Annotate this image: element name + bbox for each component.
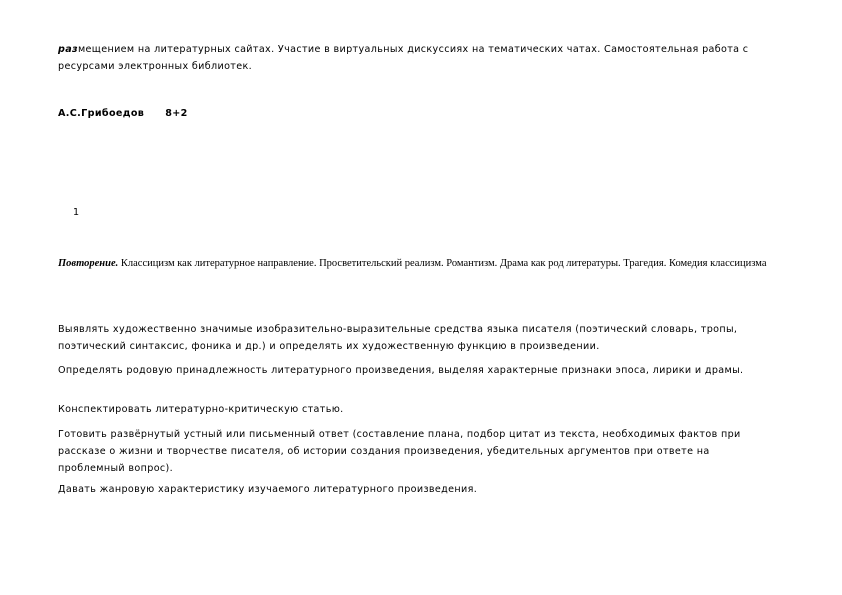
objective-item: Выявлять художественно значимые изобразительно-выразительные средства языка писателя (поэтический словарь, тропы, поэтический синтаксис, фоника и др.) и определять их художественную функцию в произведении. bbox=[58, 324, 738, 352]
intro-paragraph bbox=[58, 41, 778, 75]
objective-item: Давать жанровую характеристику изучаемого литературного произведения. bbox=[58, 484, 478, 495]
review-text: Классицизм как литературное направление. Просветительский реализм. Романтизм. Драма как род литературы. Трагедия. Комедия классицизма bbox=[118, 258, 767, 269]
hours-count: 8+2 bbox=[165, 108, 188, 119]
objective-item: Готовить развёрнутый устный или письменный ответ (составление плана, подбор цитат из текста, необходимых фактов при рассказе о жизни и творчестве писателя, об истории создания произведения, убедительных аргументов при ответе на проблемный вопрос). bbox=[58, 429, 741, 474]
review-paragraph bbox=[58, 254, 778, 274]
objective-item: Конспектировать литературно-критическую статью. bbox=[58, 404, 344, 415]
intro-text: мещением на литературных сайтах. Участие в виртуальных дискуссиях на тематических чатах. Самостоятельная работа с ресурсами электронных библиотек. bbox=[58, 44, 749, 72]
author-heading bbox=[58, 105, 188, 122]
author-name: А.С.Грибоедов bbox=[58, 108, 145, 119]
page-number: 1 bbox=[73, 207, 80, 218]
review-lead: Повторение. bbox=[58, 258, 119, 269]
objective-item: Определять родовую принадлежность литературного произведения, выделяя характерные признаки эпоса, лирики и драмы. bbox=[58, 365, 744, 376]
intro-bold-fragment: раз bbox=[58, 44, 78, 55]
